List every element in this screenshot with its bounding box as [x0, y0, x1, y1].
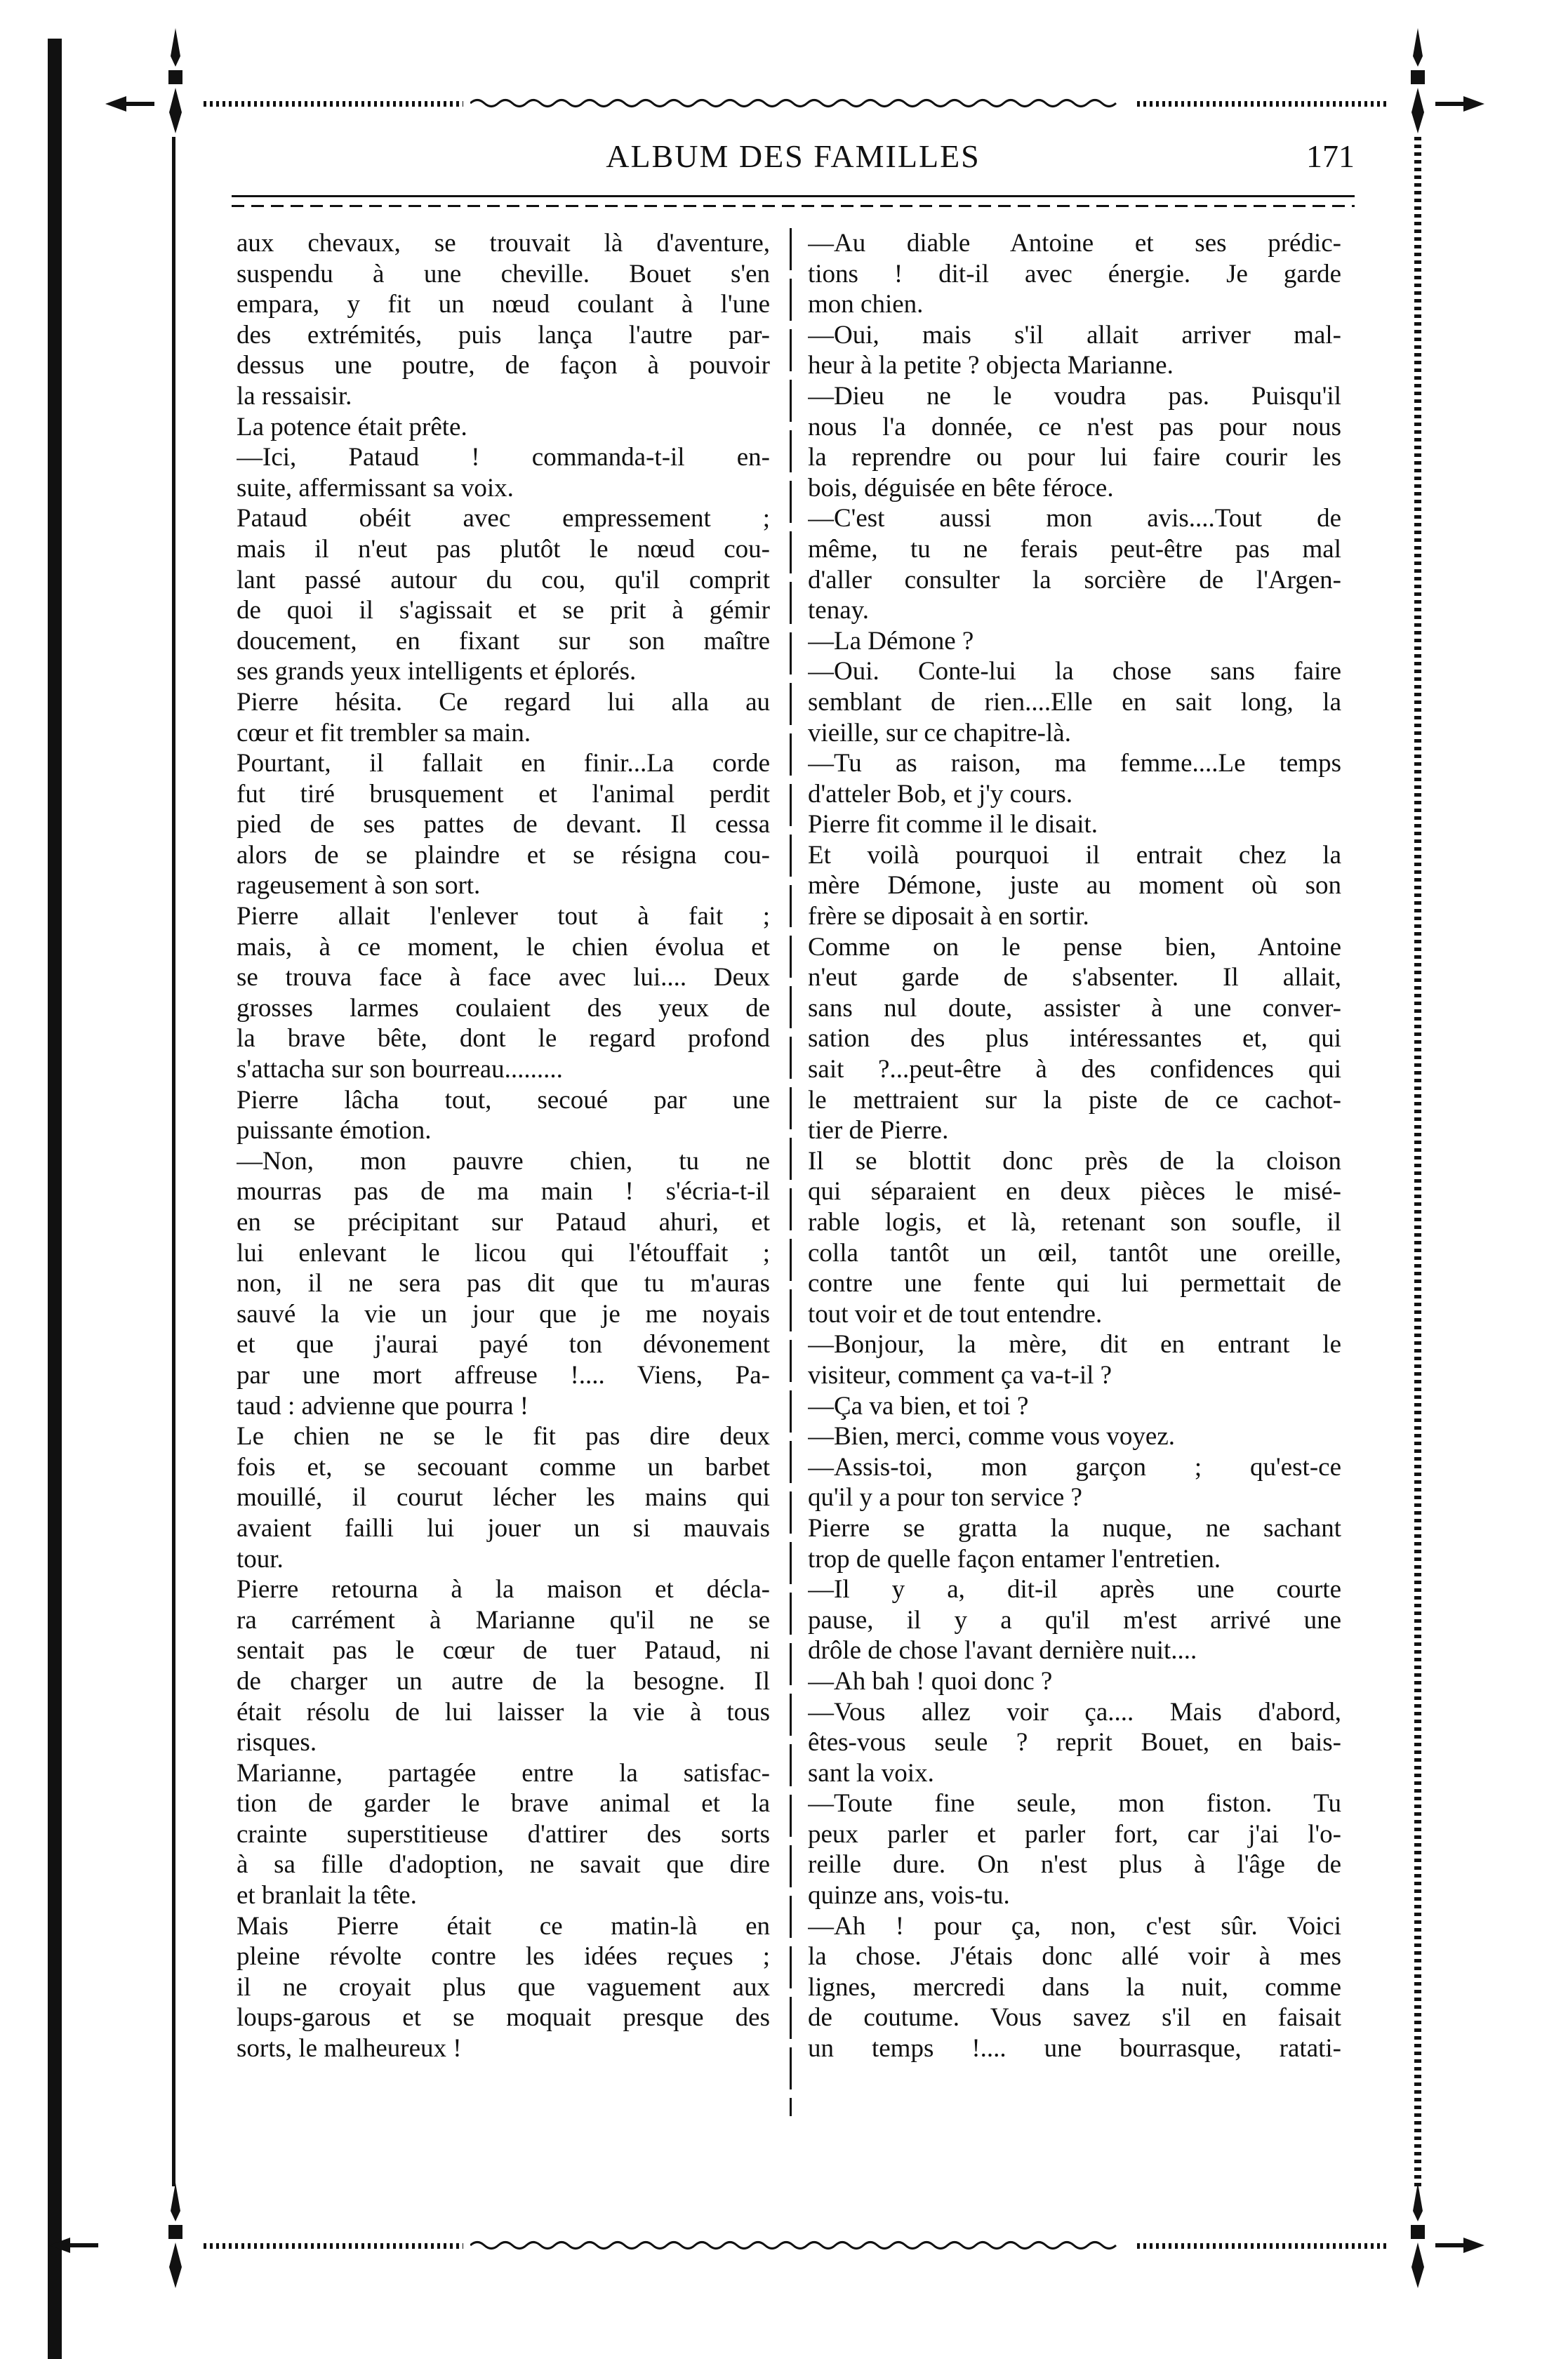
text-line: d'atteler Bob, et j'y cours.	[808, 779, 1073, 809]
text-line: et que j'aurai payé ton dévonement	[237, 1330, 770, 1360]
text-line: loups-garous et se moquait presque des	[237, 2003, 770, 2033]
text-line: la brave bête, dont le regard profond	[237, 1024, 770, 1054]
text-line: risques.	[237, 1728, 317, 1757]
text-line: drôle de chose l'avant dernière nuit....	[808, 1636, 1197, 1666]
bottom-left-ornament	[151, 2183, 200, 2288]
text-line: qu'il y a pour ton service ?	[808, 1483, 1082, 1513]
text-line: Mais Pierre était ce matin-là en	[237, 1911, 770, 1941]
text-line: fois et, se secouant comme un barbet	[237, 1452, 770, 1482]
text-line: Pierre lâcha tout, secoué par une	[237, 1085, 770, 1115]
text-line: de quoi il s'agissait et se prit à gémir	[237, 596, 770, 625]
text-line: —La Démone ?	[808, 626, 974, 656]
text-line: heur à la petite ? objecta Marianne.	[808, 351, 1174, 380]
header-rule-dashed	[232, 205, 1355, 207]
text-line: rable logis, et là, retenant son soufle, il	[808, 1208, 1341, 1237]
text-line: vieille, sur ce chapitre-là.	[808, 718, 1071, 747]
bottom-right-ornament	[1393, 2183, 1442, 2288]
text-line: en se précipitant sur Pataud ahuri, et	[237, 1208, 770, 1237]
text-line: Marianne, partagée entre la satisfac-	[237, 1758, 770, 1788]
text-line: —Tu as raison, ma femme....Le temps	[808, 749, 1341, 778]
bottom-frame-rule-left	[204, 2243, 463, 2249]
text-line: Le chien ne se le fit pas dire deux	[237, 1422, 770, 1451]
text-line: n'eut garde de s'absenter. Il allait,	[808, 963, 1341, 992]
text-line: avaient failli lui jouer un si mauvais	[237, 1513, 770, 1543]
text-line: sorts, le malheureux !	[237, 2034, 462, 2064]
text-line: sation des plus intéressantes et, qui	[808, 1024, 1341, 1054]
text-line: mon chien.	[808, 290, 924, 319]
right-column	[808, 228, 1341, 2102]
text-line: —Bonjour, la mère, dit en entrant le	[808, 1330, 1341, 1360]
text-line: taud : advienne que pourra !	[237, 1391, 529, 1421]
text-line: —Ça va bien, et toi ?	[808, 1391, 1029, 1421]
text-line: Pierre hésita. Ce regard lui alla au	[237, 687, 770, 717]
text-line: lant passé autour du cou, qu'il comprit	[237, 565, 770, 594]
text-line: et branlait la tête.	[237, 1881, 417, 1911]
left-column	[237, 228, 770, 2102]
text-line: Et voilà pourquoi il entrait chez la	[808, 840, 1341, 870]
text-line: il ne croyait plus que vaguement aux	[237, 1972, 770, 2002]
text-line: Pierre se gratta la nuque, ne sachant	[808, 1513, 1341, 1543]
text-line: Pataud obéit avec empressement ;	[237, 504, 770, 533]
text-line: Pierre fit comme il le disait.	[808, 810, 1098, 839]
running-title: ALBUM DES FAMILLES	[606, 138, 981, 174]
text-line: puissante émotion.	[237, 1116, 432, 1145]
right-frame-line	[1414, 137, 1421, 2186]
bottom-right-arrow-ornament	[1435, 2236, 1484, 2254]
text-line: non, il ne sera pas dit que tu m'auras	[237, 1269, 770, 1298]
text-line: mourras pas de ma main ! s'écria-t-il	[237, 1177, 770, 1207]
text-line: suspendu à une cheville. Bouet s'en	[237, 259, 770, 288]
text-line: —C'est aussi mon avis....Tout de	[808, 504, 1341, 533]
text-line: sans nul doute, assister à une conver-	[808, 993, 1341, 1023]
text-line: la chose. J'étais donc allé voir à mes	[808, 1942, 1341, 1972]
text-line: reille dure. On n'est plus à l'âge de	[808, 1850, 1341, 1880]
text-line: de coutume. Vous savez s'il en faisait	[808, 2003, 1341, 2033]
text-line: à sa fille d'adoption, ne savait que dire	[237, 1850, 770, 1880]
header-rule	[232, 195, 1355, 197]
text-line: empara, y fit un nœud coulant à l'une	[237, 290, 770, 319]
text-line: se trouva face à face avec lui.... Deux	[237, 963, 770, 992]
text-line: —Dieu ne le voudra pas. Puisqu'il	[808, 381, 1341, 411]
text-line: qui séparaient en deux pièces le misé-	[808, 1177, 1341, 1207]
text-line: mais il n'eut pas plutôt le nœud cou-	[237, 534, 770, 564]
text-line: la reprendre ou pour lui faire courir les	[808, 443, 1341, 472]
text-line: la ressaisir.	[237, 381, 352, 411]
text-line: Pierre retourna à la maison et décla-	[237, 1575, 770, 1604]
text-line: colla tantôt un œil, tantôt une oreille,	[808, 1238, 1341, 1268]
text-line: êtes-vous seule ? reprit Bouet, en bais-	[808, 1728, 1341, 1757]
text-line: tions ! dit-il avec énergie. Je garde	[808, 259, 1341, 288]
text-line: doucement, en fixant sur son maître	[237, 626, 770, 656]
text-line: —Bien, merci, comme vous voyez.	[808, 1422, 1176, 1451]
text-line: —Toute fine seule, mon fiston. Tu	[808, 1789, 1341, 1819]
text-line: lignes, mercredi dans la nuit, comme	[808, 1972, 1341, 2002]
text-line: s'attacha sur son bourreau.........	[237, 1055, 563, 1084]
text-line: rageusement à son sort.	[237, 871, 481, 901]
text-line: ra carrément à Marianne qu'il ne se	[237, 1605, 770, 1635]
column-divider	[790, 228, 792, 2116]
top-frame-wave	[470, 97, 1123, 109]
text-line: visiteur, comment ça va-t-il ?	[808, 1360, 1112, 1390]
text-line: —Assis-toi, mon garçon ; qu'est-ce	[808, 1452, 1341, 1482]
text-line: —Ici, Pataud ! commanda-t-il en-	[237, 443, 770, 472]
text-line: quinze ans, vois-tu.	[808, 1881, 1010, 1911]
text-line: —Au diable Antoine et ses prédic-	[808, 229, 1341, 258]
text-line: pleine révolte contre les idées reçues ;	[237, 1942, 770, 1972]
text-line: sait ?...peut-être à des confidences qui	[808, 1055, 1341, 1084]
text-line: d'aller consulter la sorcière de l'Argen-	[808, 565, 1341, 594]
text-line: dessus une poutre, de façon à pouvoir	[237, 351, 770, 380]
top-right-ornament	[1393, 28, 1442, 133]
text-line: —Oui, mais s'il allait arriver mal-	[808, 320, 1341, 350]
text-line: crainte superstitieuse d'attirer des sorts	[237, 1819, 770, 1849]
text-line: peux parler et parler fort, car j'ai l'o-	[808, 1819, 1341, 1849]
top-left-ornament	[151, 28, 200, 133]
text-line: tour.	[237, 1544, 284, 1574]
text-line: de charger un autre de la besogne. Il	[237, 1666, 770, 1696]
text-line: cœur et fit trembler sa main.	[237, 718, 531, 747]
text-line: même, tu ne ferais peut-être pas mal	[808, 534, 1341, 564]
text-line: sentait pas le cœur de tuer Pataud, ni	[237, 1636, 770, 1666]
text-line: pause, il y a qu'il m'est arrivé une	[808, 1605, 1341, 1635]
text-line: mouillé, il courut lécher les mains qui	[237, 1483, 770, 1513]
text-line: alors de se plaindre et se résigna cou-	[237, 840, 770, 870]
text-line: contre une fente qui lui permettait de	[808, 1269, 1341, 1298]
text-line: tier de Pierre.	[808, 1116, 949, 1145]
text-line: Pierre allait l'enlever tout à fait ;	[237, 902, 770, 931]
text-line: mère Démone, juste au moment où son	[808, 871, 1341, 901]
running-header	[232, 125, 1355, 181]
text-line: mais, à ce moment, le chien évolua et	[237, 932, 770, 962]
text-line: lui enlevant le licou qui l'étouffait ;	[237, 1238, 770, 1268]
text-line: Comme on le pense bien, Antoine	[808, 932, 1341, 962]
page-number: 171	[1306, 138, 1355, 174]
bottom-frame-rule-right	[1137, 2243, 1390, 2249]
text-line: ses grands yeux intelligents et éplorés.	[237, 657, 637, 686]
text-line: tenay.	[808, 596, 869, 625]
binding-edge	[48, 39, 62, 2359]
text-line: tion de garder le brave animal et la	[237, 1789, 770, 1819]
text-line: bois, déguisée en bête féroce.	[808, 473, 1114, 503]
left-frame-line	[172, 137, 175, 2186]
text-line: —Non, mon pauvre chien, tu ne	[237, 1146, 770, 1176]
text-line: Il se blottit donc près de la cloison	[808, 1146, 1341, 1176]
top-frame-rule-right	[1137, 101, 1390, 107]
text-line: un temps !.... une bourrasque, ratati-	[808, 2034, 1341, 2064]
text-line: grosses larmes coulaient des yeux de	[237, 993, 770, 1023]
text-line: tout voir et de tout entendre.	[808, 1299, 1103, 1329]
text-line: nous l'a donnée, ce n'est pas pour nous	[808, 412, 1341, 441]
text-line: —Oui. Conte-lui la chose sans faire	[808, 657, 1341, 686]
text-line: semblant de rien....Elle en sait long, la	[808, 687, 1341, 717]
text-line: sauvé la vie un jour que je me noyais	[237, 1299, 770, 1329]
text-line: —Ah bah ! quoi donc ?	[808, 1666, 1053, 1696]
text-line: trop de quelle façon entamer l'entretien.	[808, 1544, 1221, 1574]
text-line: fut tiré brusquement et l'animal perdit	[237, 779, 770, 809]
top-frame-rule-left	[204, 101, 463, 107]
text-line: suite, affermissant sa voix.	[237, 473, 514, 503]
text-line: —Il y a, dit-il après une courte	[808, 1575, 1341, 1604]
text-line: Pourtant, il fallait en finir...La corde	[237, 749, 770, 778]
text-line: —Ah ! pour ça, non, c'est sûr. Voici	[808, 1911, 1341, 1941]
text-line: par une mort affreuse !.... Viens, Pa-	[237, 1360, 770, 1390]
text-line: frère se diposait à en sortir.	[808, 902, 1089, 931]
text-line: sant la voix.	[808, 1758, 934, 1788]
text-line: —Vous allez voir ça.... Mais d'abord,	[808, 1697, 1341, 1727]
right-arrow-ornament	[1435, 95, 1484, 113]
text-line: des extrémités, puis lança l'autre par-	[237, 320, 770, 350]
bottom-left-arrow-ornament	[49, 2236, 98, 2254]
left-arrow-ornament	[105, 95, 154, 113]
text-line: pied de ses pattes de devant. Il cessa	[237, 810, 770, 839]
text-line: le mettraient sur la piste de ce cachot-	[808, 1085, 1341, 1115]
text-line: était résolu de lui laisser la vie à tous	[237, 1697, 770, 1727]
text-line: aux chevaux, se trouvait là d'aventure,	[237, 229, 770, 258]
text-line: La potence était prête.	[237, 412, 467, 441]
bottom-frame-wave	[470, 2239, 1123, 2252]
